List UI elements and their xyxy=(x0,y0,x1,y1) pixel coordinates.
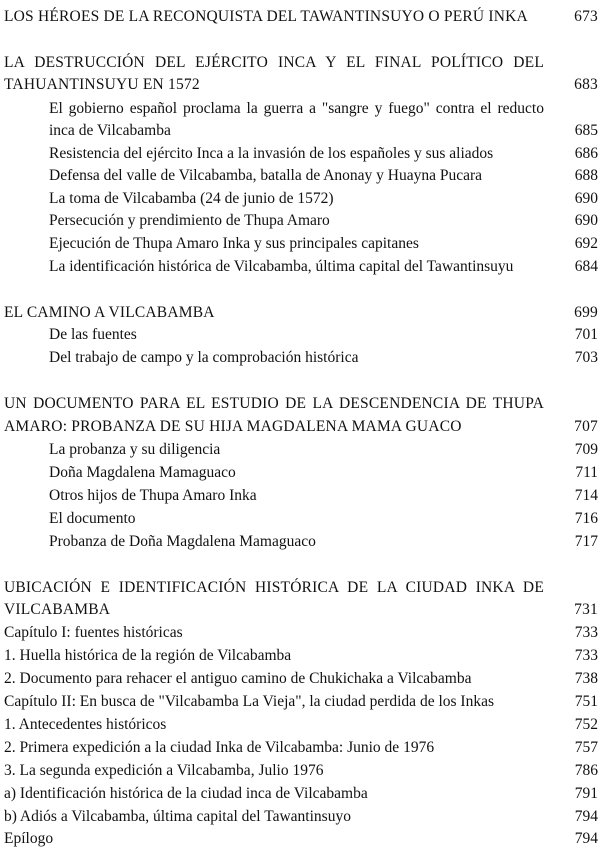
entry-title: La identificación histórica de Vilcabamba, última capital del Tawantinsuyu xyxy=(49,258,514,275)
section-heading-title: EL CAMINO A VILCABAMBA xyxy=(4,304,215,321)
entry-title: Ejecución de Thupa Amaro Inka y sus principales capitanes xyxy=(49,235,419,252)
section-heading-line2: AMARO: PROBANZA DE SU HIJA MAGDALENA MAMA GUACO xyxy=(4,418,462,435)
entry-title: 1. Antecedentes históricos xyxy=(4,716,167,733)
entry-page: 791 xyxy=(574,785,598,802)
section-heading-line2: VILCABAMBA xyxy=(4,601,111,618)
entry-page: 683 xyxy=(574,76,598,93)
entry-title: De las fuentes xyxy=(49,326,137,343)
entry-title: LOS HÉROES DE LA RECONQUISTA DEL TAWANTINSUYO O PERÚ INKA xyxy=(4,8,528,25)
entry-title: a) Identificación histórica de la ciudad inca de Vilcabamba xyxy=(4,785,368,802)
entry-title: Doña Magdalena Mamaguaco xyxy=(49,464,236,481)
entry-title: El gobierno español proclama la guerra a "sangre y fuego" contra el reducto xyxy=(49,100,544,117)
entry-title: Defensa del valle de Vilcabamba, batalla de Anonay y Huayna Pucara xyxy=(49,167,483,184)
entry-page: 701 xyxy=(574,326,598,343)
section-heading-line1: LA DESTRUCCIÓN DEL EJÉRCITO INCA Y EL FINAL POLÍTICO DEL xyxy=(4,54,544,71)
entry-page: 786 xyxy=(574,762,598,779)
entry-title: Resistencia del ejército Inca a la invasión de los españoles y sus aliados xyxy=(49,145,494,162)
entry-title: Probanza de Doña Magdalena Mamaguaco xyxy=(49,533,316,550)
entry-title: La toma de Vilcabamba (24 de junio de 1572) xyxy=(49,190,334,207)
entry-page: 794 xyxy=(574,808,598,825)
entry-page: 751 xyxy=(574,693,598,710)
entry-title: Otros hijos de Thupa Amaro Inka xyxy=(49,487,257,504)
entry-title: Capítulo II: En busca de "Vilcabamba La Vieja", la ciudad perdida de los Inkas xyxy=(4,693,494,710)
entry-page: 690 xyxy=(574,212,598,229)
section-heading-line2: TAHUANTINSUYU EN 1572 xyxy=(4,76,200,93)
entry-page: 738 xyxy=(574,670,598,687)
entry-page: 707 xyxy=(574,418,598,435)
entry-title-cont: inca de Vilcabamba xyxy=(49,122,171,139)
entry-page: 685 xyxy=(574,122,598,139)
entry-title: b) Adiós a Vilcabamba, última capital del Tawantinsuyo xyxy=(4,808,351,825)
section-heading-line1: UBICACIÓN E IDENTIFICACIÓN HISTÓRICA DE LA CIUDAD INKA DE xyxy=(4,579,544,596)
entry-page: 716 xyxy=(574,510,598,527)
entry-title: Del trabajo de campo y la comprobación histórica xyxy=(49,349,359,366)
entry-title: 2. Documento para rehacer el antiguo camino de Chukichaka a Vilcabamba xyxy=(4,670,472,687)
entry-title: 1. Huella histórica de la región de Vilcabamba xyxy=(4,647,292,664)
entry-title: Epílogo xyxy=(4,830,54,847)
section-heading-line1: UN DOCUMENTO PARA EL ESTUDIO DE LA DESCENDENCIA DE THUPA xyxy=(4,395,544,412)
entry-page: 733 xyxy=(574,624,598,641)
entry-page: 692 xyxy=(574,235,598,252)
entry-page: 717 xyxy=(574,533,598,550)
entry-page: 699 xyxy=(574,304,598,321)
entry-title: El documento xyxy=(49,510,136,527)
entry-title: Capítulo I: fuentes históricas xyxy=(4,624,183,641)
entry-title: 3. La segunda expedición a Vilcabamba, Julio 1976 xyxy=(4,762,324,779)
entry-page: 714 xyxy=(574,487,598,504)
entry-page: 684 xyxy=(574,258,598,275)
entry-page: 686 xyxy=(574,145,598,162)
entry-page: 673 xyxy=(574,8,598,25)
entry-title: Persecución y prendimiento de Thupa Amaro xyxy=(49,212,330,229)
entry-page: 709 xyxy=(574,441,598,458)
entry-page: 690 xyxy=(574,190,598,207)
entry-title: La probanza y su diligencia xyxy=(49,441,221,458)
entry-page: 731 xyxy=(574,601,598,618)
entry-title: 2. Primera expedición a la ciudad Inka de Vilcabamba: Junio de 1976 xyxy=(4,739,435,756)
entry-page: 757 xyxy=(574,739,598,756)
entry-page: 733 xyxy=(574,647,598,664)
entry-page: 703 xyxy=(574,349,598,366)
entry-page: 711 xyxy=(575,464,598,481)
entry-page: 752 xyxy=(574,716,598,733)
entry-page: 794 xyxy=(574,830,598,847)
entry-page: 688 xyxy=(574,167,598,184)
